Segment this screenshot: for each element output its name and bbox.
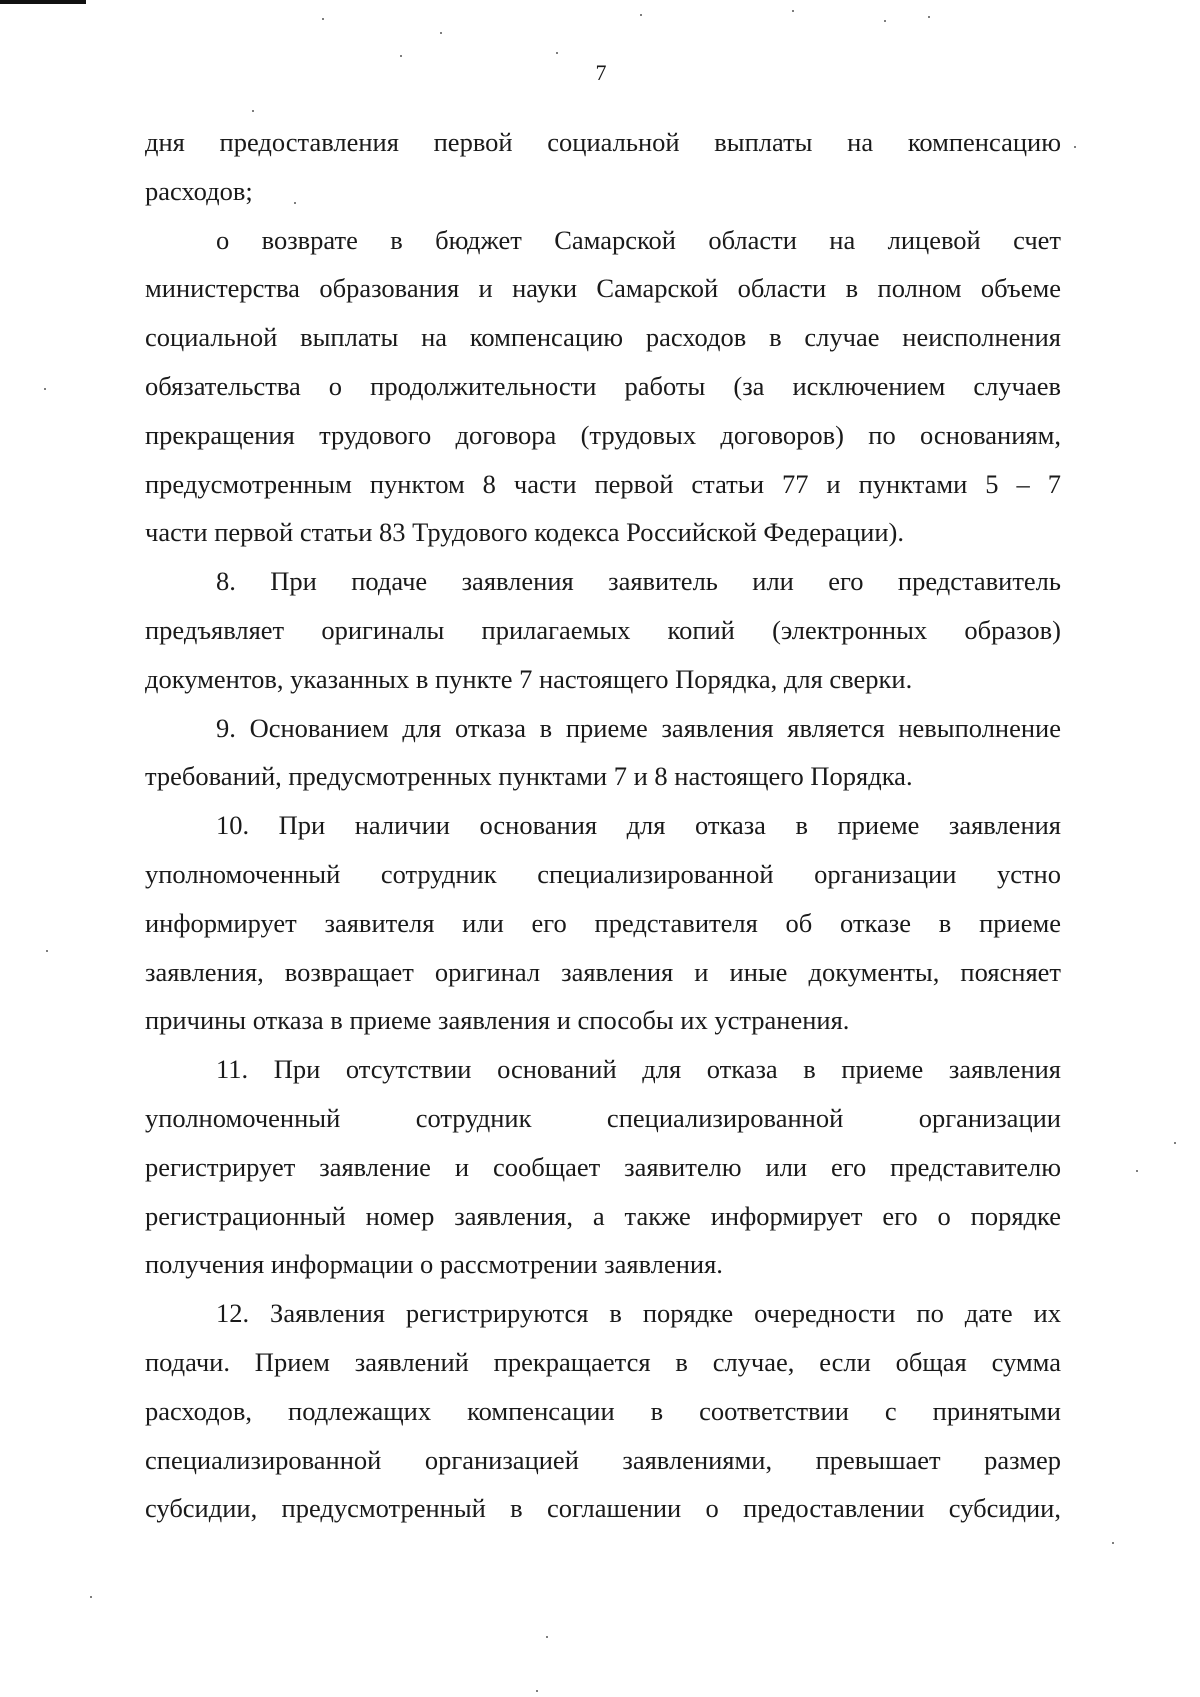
- scan-corner-mark: [0, 0, 86, 4]
- text-line: дня предоставления первой социальной выплаты на компенсацию: [145, 127, 1061, 157]
- text-line: части первой статьи 83 Трудового кодекса Российской Федерации).: [145, 517, 904, 548]
- scan-speck: [1174, 1142, 1176, 1144]
- text-line: социальной выплаты на компенсацию расходов в случае неисполнения: [145, 322, 1061, 353]
- text-line: министерства образования и науки Самарской области в полном объеме: [145, 273, 1061, 304]
- scan-speck: [884, 20, 886, 22]
- scan-speck: [90, 1596, 92, 1598]
- scan-speck: [294, 202, 296, 204]
- scan-speck: [252, 110, 254, 112]
- text-line: документов, указанных в пункте 7 настоящего Порядка, для сверки.: [145, 663, 913, 694]
- scan-speck: [400, 55, 402, 57]
- clause-10: [145, 801, 1061, 1045]
- text-line: получения информации о рассмотрении заявления.: [145, 1249, 723, 1280]
- scan-speck: [322, 18, 324, 20]
- scan-speck: [1112, 1542, 1114, 1544]
- text-line: причины отказа в приеме заявления и способы их устранения.: [145, 1005, 850, 1036]
- scan-speck: [640, 14, 642, 16]
- text-line: о возврате в бюджет Самарской области на лицевой счет: [216, 224, 1061, 255]
- text-line: заявления, возвращает оригинал заявления и иные документы, поясняет: [145, 956, 1061, 987]
- clause-12: [145, 1289, 1061, 1533]
- text-line: прекращения трудового договора (трудовых договоров) по основаниям,: [145, 419, 1061, 450]
- text-line: 10. При наличии основания для отказа в приеме заявления: [216, 810, 1061, 841]
- text-line: предусмотренным пунктом 8 части первой статьи 77 и пунктами 5 – 7: [145, 468, 1061, 499]
- text-line: 11. При отсутствии оснований для отказа в приеме заявления: [216, 1054, 1061, 1085]
- scan-speck: [536, 1690, 538, 1692]
- text-line: субсидии, предусмотренный в соглашении о предоставлении субсидии,: [145, 1493, 1061, 1524]
- text-line: уполномоченный сотрудник специализированной организации устно: [145, 858, 1061, 889]
- text-line: подачи. Прием заявлений прекращается в случае, если общая сумма: [145, 1346, 1061, 1377]
- scan-speck: [928, 16, 930, 18]
- scan-speck: [792, 10, 794, 12]
- paragraph-expense-compensation-date: [145, 118, 1061, 216]
- clause-8: [145, 557, 1061, 703]
- text-line: предъявляет оригиналы прилагаемых копий (электронных образов): [145, 614, 1061, 645]
- clause-11: [145, 1045, 1061, 1289]
- text-line: требований, предусмотренных пунктами 7 и 8 настоящего Порядка.: [145, 761, 913, 792]
- scan-speck: [44, 388, 46, 390]
- paragraph-budget-refund: [145, 216, 1061, 558]
- scan-speck: [440, 32, 442, 34]
- text-line: регистрационный номер заявления, а также информирует его о порядке: [145, 1200, 1061, 1231]
- scan-speck: [1074, 146, 1076, 148]
- text-line: 12. Заявления регистрируются в порядке очередности по дате их: [216, 1298, 1061, 1329]
- text-line: специализированной организацией заявлениями, превышает размер: [145, 1444, 1061, 1475]
- text-line: расходов, подлежащих компенсации в соответствии с принятыми: [145, 1395, 1061, 1426]
- document-body: [145, 118, 1061, 1533]
- scan-speck: [46, 950, 48, 952]
- scan-speck: [546, 1636, 548, 1638]
- text-line: 8. При подаче заявления заявитель или его представитель: [216, 566, 1061, 597]
- clause-9: [145, 704, 1061, 802]
- text-line: обязательства о продолжительности работы (за исключением случаев: [145, 370, 1061, 401]
- scan-speck: [1136, 1170, 1138, 1172]
- scan-speck: [556, 52, 558, 54]
- text-line: 9. Основанием для отказа в приеме заявления является невыполнение: [216, 712, 1061, 743]
- text-line: расходов;: [145, 175, 253, 206]
- page-number: 7: [595, 60, 607, 85]
- text-line: уполномоченный сотрудник специализированной организации: [145, 1102, 1061, 1133]
- text-line: регистрирует заявление и сообщает заявителю или его представителю: [145, 1151, 1061, 1182]
- text-line: информирует заявителя или его представителя об отказе в приеме: [145, 907, 1061, 938]
